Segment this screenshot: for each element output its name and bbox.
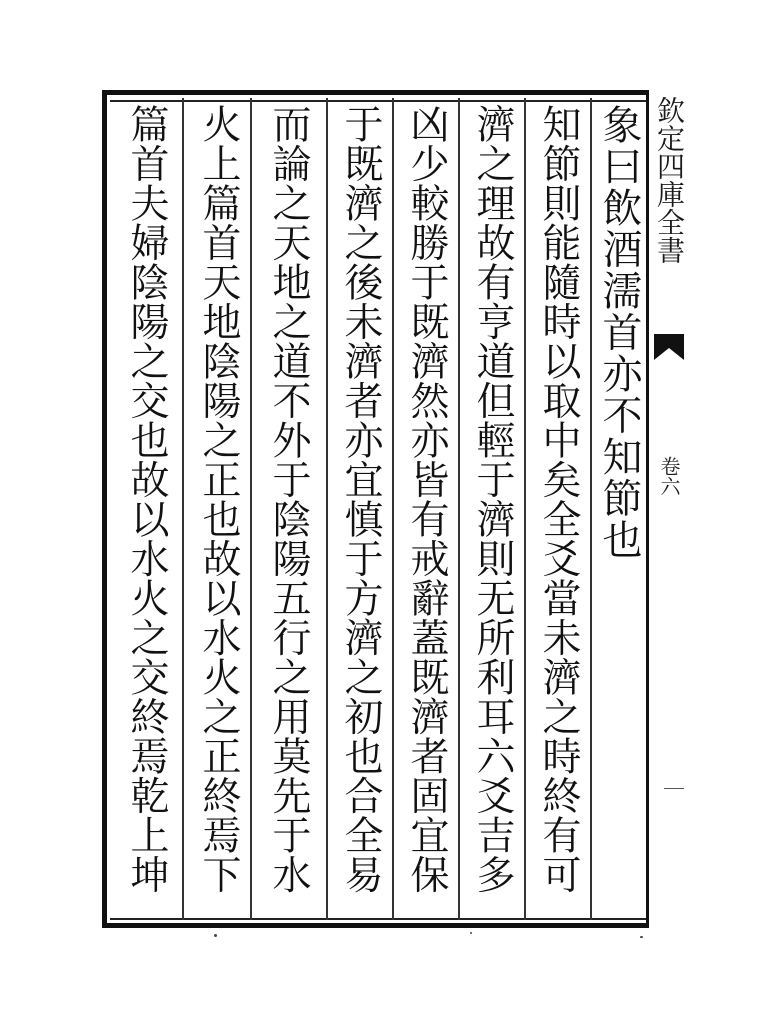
text-column-7-text: 火上篇首天地陰陽之正也故以水火之正終焉下	[196, 104, 241, 894]
margin-tick	[664, 788, 684, 789]
margin-book-title: 欽定四庫全書	[653, 96, 686, 264]
scan-speck	[214, 934, 217, 937]
text-column-4-text: 凶少較勝于既濟然亦皆有戒辭蓋既濟者固宜保	[404, 104, 449, 894]
text-column-4	[394, 104, 458, 916]
frame-inner-top-rule	[110, 100, 646, 102]
text-column-7	[186, 104, 250, 916]
text-column-8-text: 篇首夫婦陰陽之交也故以水火之交終焉乾上坤	[124, 104, 169, 894]
text-column-5-text: 于既濟之後未濟者亦宜慎于方濟之初也合全易	[338, 104, 383, 894]
text-column-2	[526, 104, 590, 916]
text-column-8	[114, 104, 178, 916]
text-column-5	[328, 104, 392, 916]
text-column-1-text: 象曰飲酒濡首亦不知節也	[596, 104, 642, 561]
text-column-6-text: 而論之天地之道不外于陰陽五行之用莫先于水	[266, 104, 311, 894]
margin-volume-label: 卷六	[657, 456, 681, 496]
column-divider	[182, 98, 184, 920]
text-column-3	[460, 104, 524, 916]
frame-inner-bottom-rule	[110, 918, 646, 920]
text-column-3-text: 濟之理故有亨道但輕于濟則无所利耳六爻吉多	[470, 104, 515, 894]
fish-tail-mark-icon	[652, 330, 686, 364]
text-column-6	[256, 104, 320, 916]
text-column-2-text: 知節則能隨時以取中矣全爻當未濟之時終有可	[536, 104, 581, 894]
text-column-1	[592, 104, 646, 916]
column-divider	[250, 98, 252, 920]
scan-speck	[470, 932, 472, 934]
scan-speck	[640, 936, 643, 938]
